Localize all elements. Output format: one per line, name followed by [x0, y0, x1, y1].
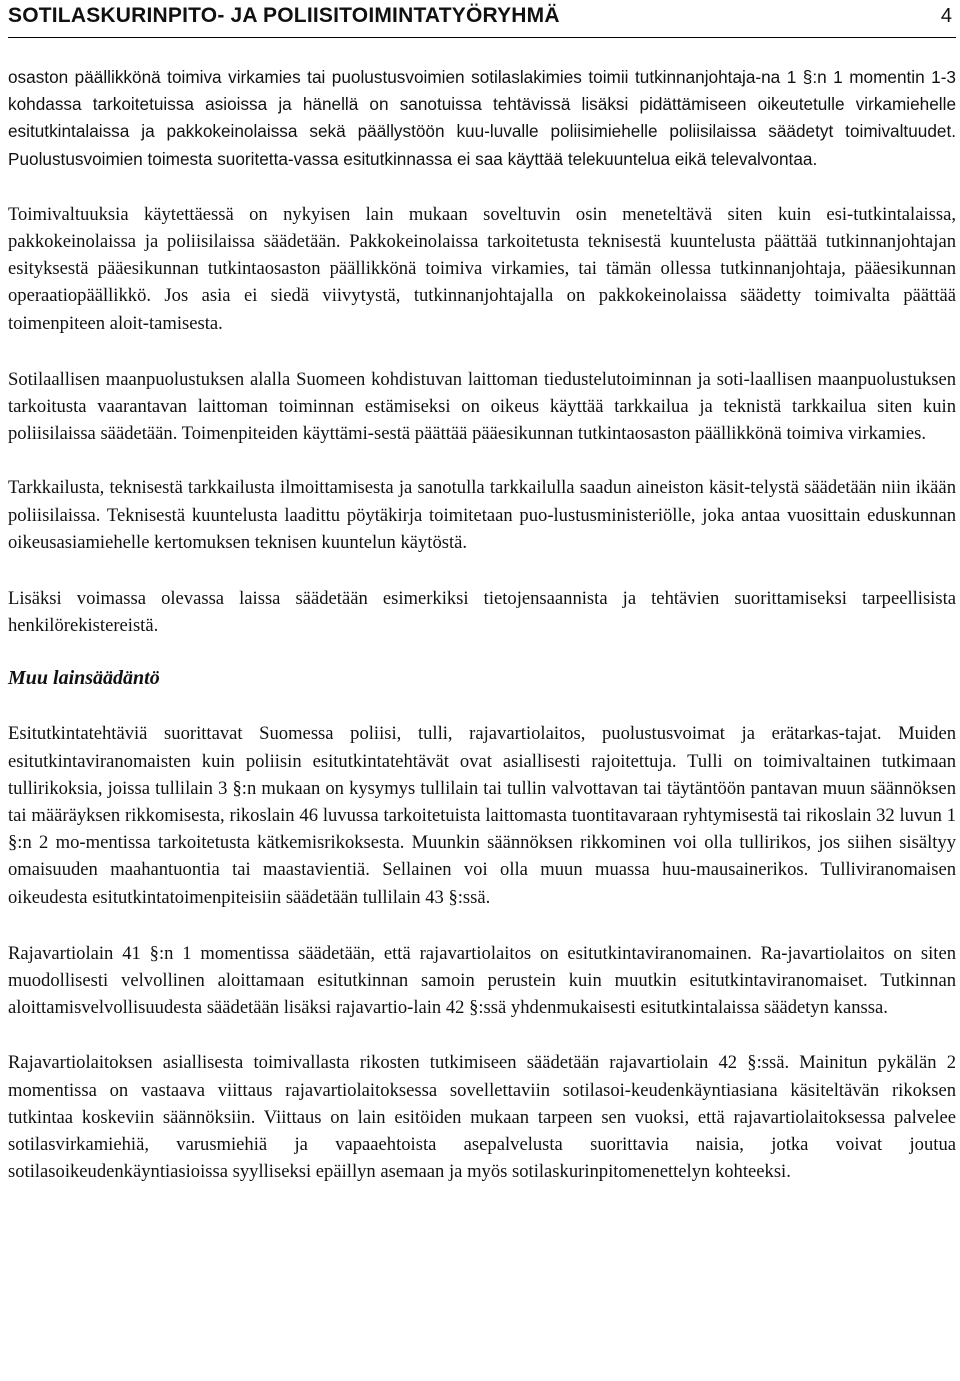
- section-heading: Muu lainsäädäntö: [8, 667, 160, 690]
- paragraph: Esitutkintatehtäviä suorittavat Suomessa poliisi, tulli, rajavartiolaitos, puolustusvoimat ja erätarkas-tajat. Muiden esitutkintaviranomaisten kuin poliisin esitutkintatehtävät ovat asiallisesti rajoitettuja. Tulli on toimivaltainen tutkimaan tullirikoksia, joissa tullilain 3 §:n mukaan on kysymys tullilain tai tullin valvottavan tai täytäntöön pantavan muun säännöksen tai määräyksen rikkomisesta, rikoslain 46 luvussa tarkoitetuista laittomasta tuontitavaraan ryhtymisestä tai rikoslain 32 luvun 1 §:n 2 mo-mentissa tarkoitetusta kätkemisrikoksesta. Muunkin säännöksen rikkominen voi olla tullirikos, jos siihen sisältyy omaisuuden maahantuontia tai maastavientiä. Sellainen voi olla muun muassa huu-mausainerikos. Tulliviranomaisen oikeudesta esitutkintatoimenpiteisiin säädetään tullilain 43 §:ssä.: [8, 723, 956, 908]
- paragraph: Rajavartiolaitoksen asiallisesta toimivallasta rikosten tutkimiseen säädetään rajavartiolain 42 §:ssä. Mainitun pykälän 2 momentissa on vastaava viittaus rajavartiolaitoksessa sovellettaviin sotilasoi-keudenkäyntiasiana käsiteltävän rikoksen tutkintaa koskeviin säännöksiin. Viittaus on lain esitöiden mukaan tarpeen sen vuoksi, että rajavartiolaitoksessa palvelee sotilasvirkamiehiä, varusmiehiä ja vapaaehtoista asepalvelusta suorittavia naisia, jotka voivat joutua sotilasoikeudenkäyntiasioissa syylliseksi epäillyn asemaan ja myös sotilaskurinpitomenettelyn kohteeksi.: [8, 1052, 956, 1183]
- paragraph: Rajavartiolain 41 §:n 1 momentissa säädetään, että rajavartiolaitos on esitutkintaviranomainen. Ra-javartiolaitos on siten muodollisesti velvollinen aloittamaan esitutkinnan samoin perustein kuin muutkin esitutkintaviranomaiset. Tutkinnan aloittamisvelvollisuudesta säädetään lisäksi rajavartio-lain 42 §:ssä yhdenmukaisesti esitutkintalaissa säädetyn kanssa.: [8, 942, 956, 1019]
- header-title: SOTILASKURINPITO- JA POLIISITOIMINTATYÖRYHMÄ: [8, 4, 560, 27]
- paragraph: Toimivaltuuksia käytettäessä on nykyisen lain mukaan soveltuvin osin meneteltävä siten kuin esi-tutkintalaissa, pakkokeinolaissa ja poliisilaissa säädetään. Pakkokeinolaissa tarkoitetusta teknisestä kuuntelusta päättää tutkinnanjohtajan esityksestä pääesikunnan tutkintaosaston päällikkönä toimiva virkamies, tai tämän ollessa tutkinnanjohtaja, pääesikunnan operaatiopäällikkö. Jos asia ei siedä viivytystä, tutkinnanjohtajalla on pakkokeinolaissa säädetty toimivalta päättää toimenpiteen aloit-tamisesta.: [8, 203, 956, 334]
- paragraph: Lisäksi voimassa olevassa laissa säädetään esimerkiksi tietojensaannista ja tehtävien suorittamiseksi tarpeellisista henkilörekistereistä.: [8, 588, 956, 637]
- page-number: 4: [940, 5, 952, 27]
- paragraph: Tarkkailusta, teknisestä tarkkailusta ilmoittamisesta ja sanotulla tarkkailulla saadun aineiston käsit-telystä säädetään niin ikään poliisilaissa. Teknisestä kuuntelusta laadittu pöytäkirja toimitetaan puo-lustusministeriölle, joka antaa vuosittain eduskunnan oikeusasiamiehelle kertomuksen teknisen kuuntelun käytöstä.: [8, 477, 956, 553]
- paragraph: osaston päällikkönä toimiva virkamies tai puolustusvoimien sotilaslakimies toimii tutkinnanjohtaja-na 1 §:n 1 momentin 1-3 kohdassa tarkoitetuissa asioissa ja hänellä on sanotuissa tehtävissä lisäksi pidättämiseen oikeutetulle virkamiehelle esitutkintalaissa ja pakkokeinolaissa sekä päällystöön kuu-luvalle poliisimiehelle poliisilaissa säädetyt toimivaltuudet. Puolustusvoimien toimesta suoritetta-vassa esitutkinnassa ei saa käyttää telekuuntelua eikä televalvontaa.: [8, 67, 956, 169]
- page-header: [8, 0, 956, 38]
- paragraph: Sotilaallisen maanpuolustuksen alalla Suomeen kohdistuvan laittoman tiedustelutoiminnan ja soti-laallisen maanpuolustuksen tarkoitusta vaarantavan laittoman toiminnan estämiseksi on oikeus käyttää tarkkailua ja teknistä tarkkailua siten kuin poliisilaissa säädetään. Toimenpiteiden käyttämi-sestä päättää pääesikunnan tutkintaosaston päällikkönä toimiva virkamies.: [8, 368, 956, 445]
- document-page: [8, 0, 956, 1186]
